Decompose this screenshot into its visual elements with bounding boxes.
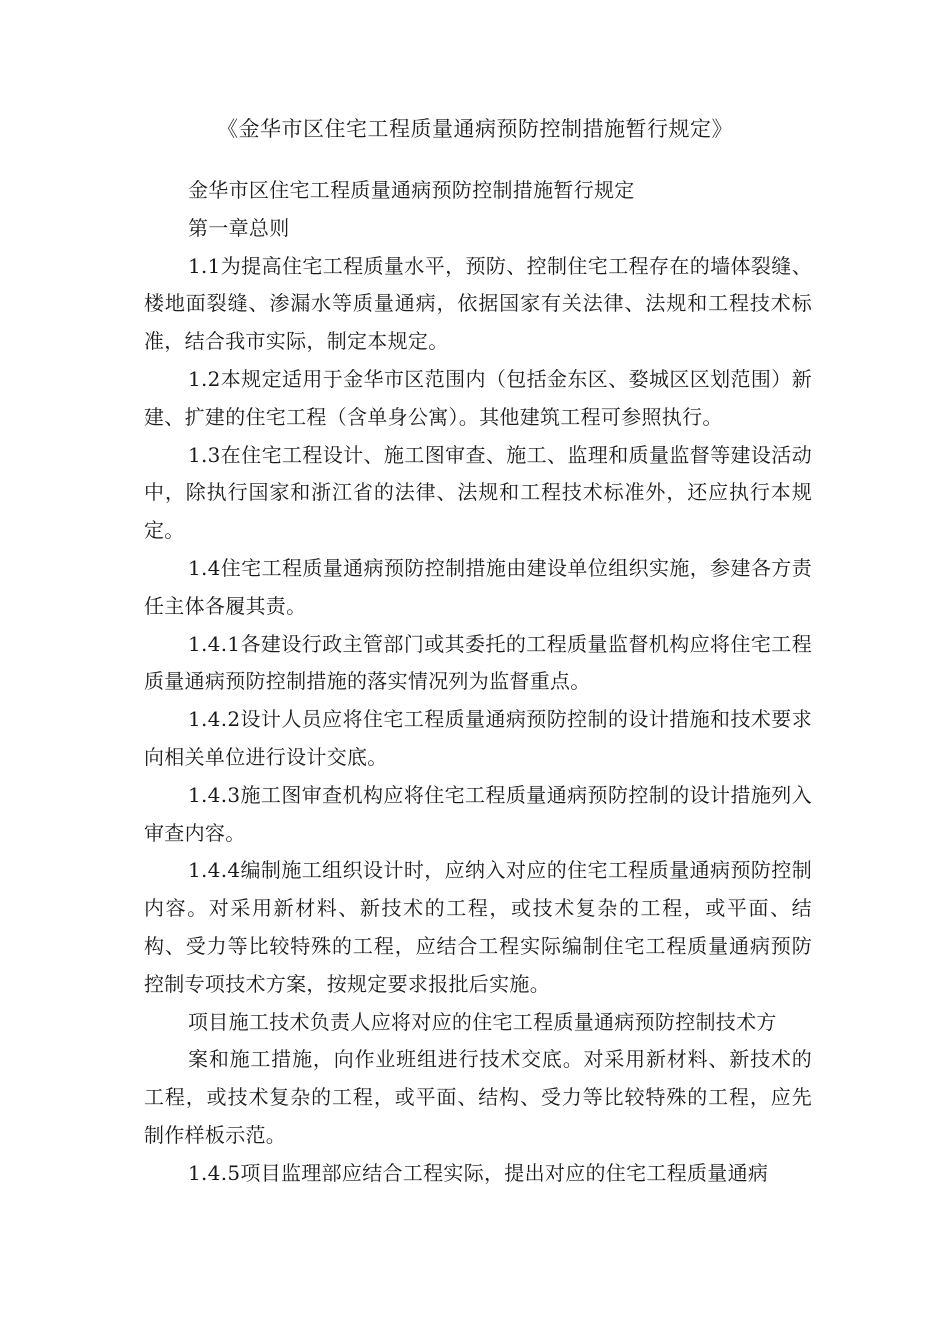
paragraph-chapter-heading: 第一章总则 (188, 215, 290, 240)
document-body (144, 172, 812, 1193)
paragraph-technical-lead-cont: 案和施工措施，向作业班组进行技术交底。对采用新材料、新技术的工程，或技术复杂的工程，或平面、结构、受力等比较特殊的工程，应先制作样板示范。 (144, 1047, 812, 1147)
paragraph-1-4-2: 1.4.2设计人员应将住宅工程质量通病预防控制的设计措施和技术要求向相关单位进行设计交底。 (144, 707, 812, 769)
document-title: 《金华市区住宅工程质量通病预防控制措施暂行规定》 (217, 117, 733, 141)
paragraph-1-4-5: 1.4.5项目监理部应结合工程实际，提出对应的住宅工程质量通病 (188, 1160, 769, 1185)
paragraph-technical-lead: 项目施工技术负责人应将对应的住宅工程质量通病预防控制技术方 (188, 1009, 777, 1034)
paragraph-subtitle: 金华市区住宅工程质量通病预防控制措施暂行规定 (188, 178, 635, 202)
paragraph-1-3: 1.3在住宅工程设计、施工图审查、施工、监理和质量监督等建设活动中，除执行国家和浙江省的法律、法规和工程技术标准外，还应执行本规定。 (144, 442, 812, 543)
paragraph-1-4-3: 1.4.3施工图审查机构应将住宅工程质量通病预防控制的设计措施列入审查内容。 (144, 782, 812, 845)
paragraph-1-2: 1.2本规定适用于金华市区范围内（包括金东区、婺城区区划范围）新建、扩建的住宅工程（含单身公寓）。其他建筑工程可参照执行。 (144, 366, 812, 429)
paragraph-1-4-4: 1.4.4编制施工组织设计时，应纳入对应的住宅工程质量通病预防控制内容。对采用新材料、新技术的工程，或技术复杂的工程，或平面、结构、受力等比较特殊的工程，应结合工程实际编制住宅工程质量通病预防控制专项技术方案，按规定要求报批后实施。 (144, 858, 812, 996)
paragraph-1-1: 1.1为提高住宅工程质量水平，预防、控制住宅工程存在的墙体裂缝、楼地面裂缝、渗漏水等质量通病，依据国家有关法律、法规和工程技术标准，结合我市实际，制定本规定。 (144, 253, 812, 354)
paragraph-1-4-1: 1.4.1各建设行政主管部门或其委托的工程质量监督机构应将住宅工程质量通病预防控制措施的落实情况列为监督重点。 (144, 631, 812, 694)
paragraph-1-4: 1.4住宅工程质量通病预防控制措施由建设单位组织实施，参建各方责任主体各履其责。 (144, 555, 812, 618)
